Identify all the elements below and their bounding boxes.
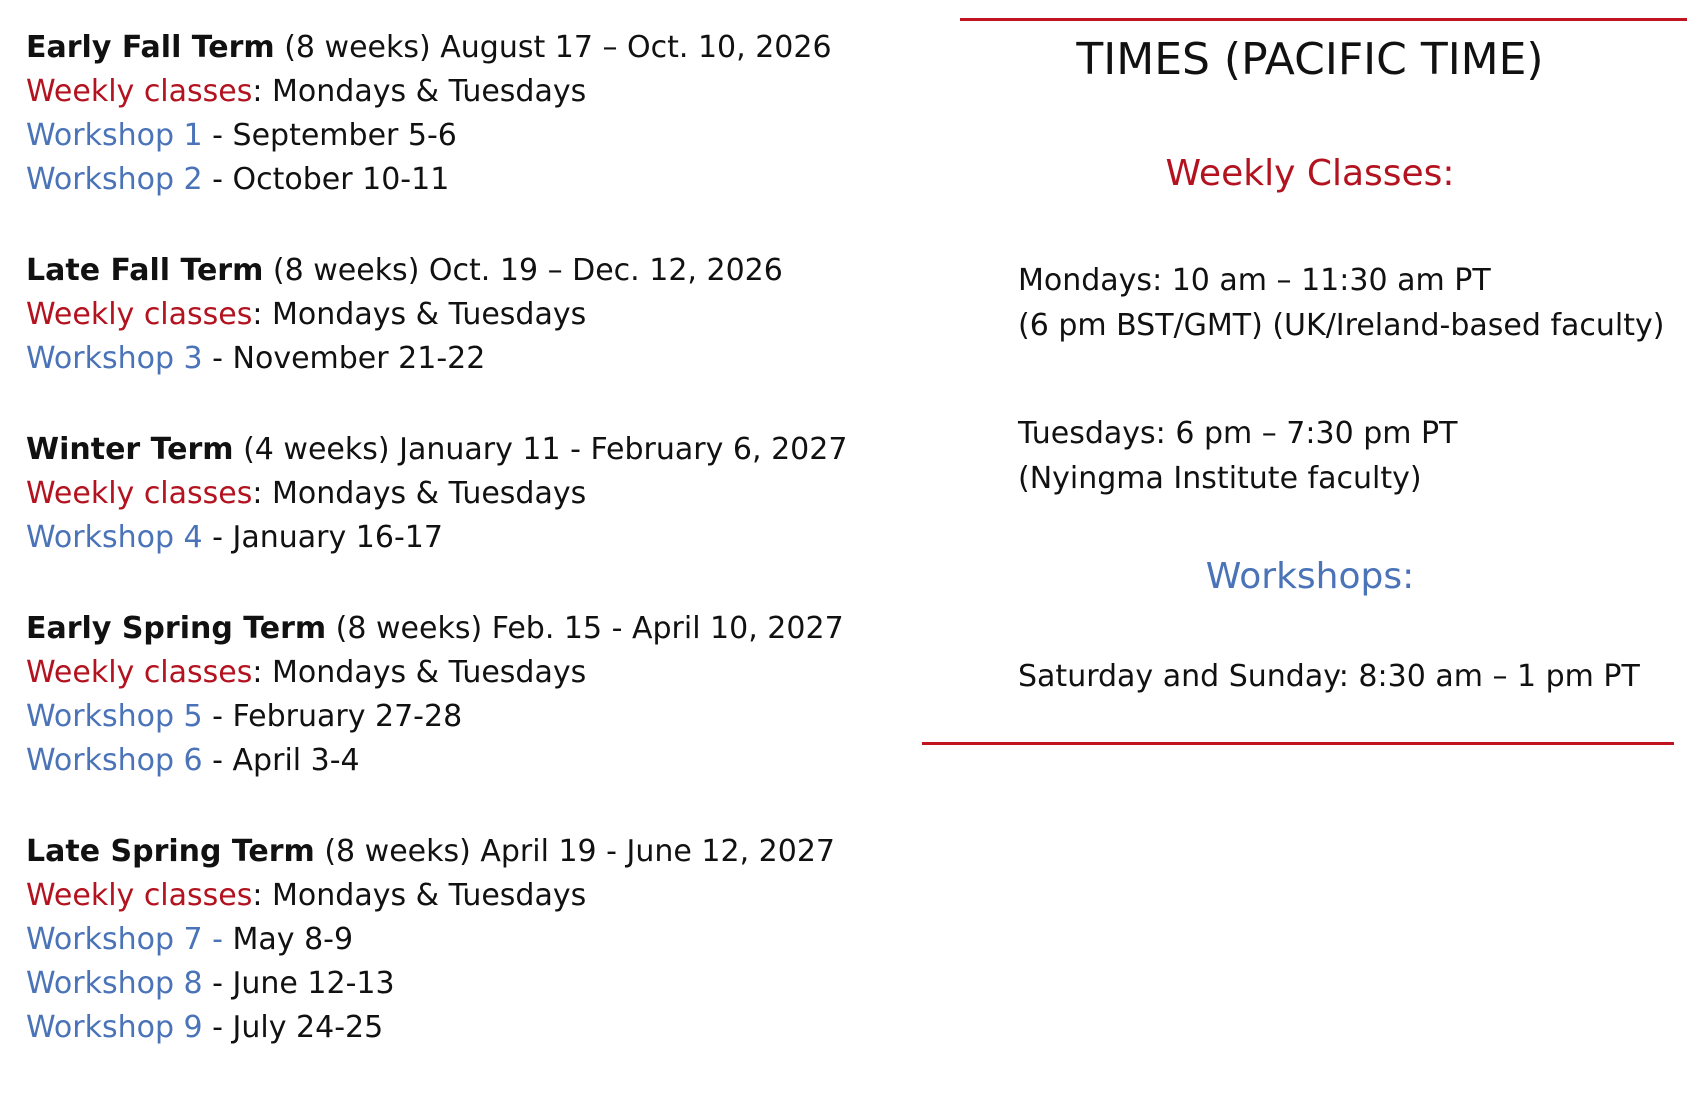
- weekly-classes-value: : Mondays & Tuesdays: [252, 297, 587, 332]
- workshop-line: [26, 337, 886, 381]
- term-header: [26, 26, 886, 70]
- term-header: [26, 428, 886, 472]
- top-divider: [960, 18, 1687, 21]
- workshop-label: Workshop 4: [26, 520, 203, 555]
- term-name: Late Spring Term: [26, 834, 315, 869]
- term-header: [26, 607, 886, 651]
- weekly-classes-label: Weekly classes: [26, 297, 253, 332]
- weekly-classes-label: Weekly classes: [26, 655, 253, 690]
- workshop-dates: - February 27-28: [202, 699, 463, 734]
- workshop-dates: - July 24-25: [202, 1010, 384, 1045]
- workshop-dates: - October 10-11: [202, 162, 450, 197]
- weekly-classes-heading: Weekly Classes:: [1165, 153, 1455, 194]
- tuesday-note-line: (Nyingma Institute faculty): [1018, 461, 1422, 496]
- weekly-classes-line: [26, 651, 886, 695]
- times-title: TIMES (PACIFIC TIME): [1076, 34, 1544, 85]
- term-header: [26, 830, 886, 874]
- term-details: (8 weeks) August 17 – Oct. 10, 2026: [274, 30, 832, 65]
- term-header: [26, 249, 886, 293]
- term-name: Late Fall Term: [26, 253, 264, 288]
- workshop-line: [26, 1006, 886, 1050]
- weekly-classes-line: [26, 293, 886, 337]
- workshop-label: Workshop 2: [26, 162, 203, 197]
- workshop-label: Workshop 3: [26, 341, 203, 376]
- workshop-line: [26, 114, 886, 158]
- workshop-line: [26, 158, 886, 202]
- workshop-line: [26, 695, 886, 739]
- tuesday-times: [1018, 411, 1678, 501]
- term-details: (4 weeks) January 11 - February 6, 2027: [233, 432, 848, 467]
- weekly-classes-label: Weekly classes: [26, 476, 253, 511]
- weekly-classes-value: : Mondays & Tuesdays: [252, 74, 587, 109]
- weekly-classes-line: [26, 874, 886, 918]
- term-early-fall: [26, 26, 886, 202]
- term-winter: [26, 428, 886, 560]
- workshop-time-line: Saturday and Sunday: 8:30 am – 1 pm PT: [1018, 659, 1640, 694]
- weekly-classes-label: Weekly classes: [26, 878, 253, 913]
- weekly-classes-line: [26, 472, 886, 516]
- monday-time-line: Mondays: 10 am – 11:30 am PT: [1018, 263, 1491, 298]
- workshop-label: Workshop 7 -: [26, 922, 223, 957]
- workshops-heading: Workshops:: [1205, 556, 1415, 597]
- workshop-label: Workshop 5: [26, 699, 203, 734]
- workshop-times: [1018, 654, 1678, 699]
- term-name: Early Fall Term: [26, 30, 275, 65]
- weekly-classes-line: [26, 70, 886, 114]
- workshop-label: Workshop 6: [26, 743, 203, 778]
- weekly-classes-value: : Mondays & Tuesdays: [252, 655, 587, 690]
- workshop-label: Workshop 1: [26, 118, 203, 153]
- bottom-divider: [922, 742, 1674, 745]
- term-late-spring: [26, 830, 886, 1050]
- workshop-line: [26, 918, 886, 962]
- monday-note-line: (6 pm BST/GMT) (UK/Ireland-based faculty): [1018, 308, 1665, 343]
- workshop-line: [26, 516, 886, 560]
- workshop-dates: - September 5-6: [202, 118, 457, 153]
- term-name: Early Spring Term: [26, 611, 327, 646]
- weekly-classes-label: Weekly classes: [26, 74, 253, 109]
- weekly-classes-value: : Mondays & Tuesdays: [252, 878, 587, 913]
- tuesday-time-line: Tuesdays: 6 pm – 7:30 pm PT: [1018, 416, 1458, 451]
- monday-times: [1018, 258, 1678, 348]
- term-details: (8 weeks) Oct. 19 – Dec. 12, 2026: [263, 253, 783, 288]
- workshop-line: [26, 739, 886, 783]
- term-late-fall: [26, 249, 886, 381]
- term-details: (8 weeks) Feb. 15 - April 10, 2027: [326, 611, 844, 646]
- workshop-line: [26, 962, 886, 1006]
- workshop-dates: May 8-9: [223, 922, 354, 957]
- workshop-dates: - April 3-4: [202, 743, 360, 778]
- workshop-dates: - November 21-22: [202, 341, 486, 376]
- workshop-label: Workshop 8: [26, 966, 203, 1001]
- term-schedule: [26, 26, 886, 1097]
- term-name: Winter Term: [26, 432, 234, 467]
- workshop-dates: - January 16-17: [202, 520, 443, 555]
- workshop-dates: - June 12-13: [202, 966, 395, 1001]
- term-early-spring: [26, 607, 886, 783]
- term-details: (8 weeks) April 19 - June 12, 2027: [314, 834, 836, 869]
- times-panel: [930, 0, 1690, 760]
- weekly-classes-value: : Mondays & Tuesdays: [252, 476, 587, 511]
- workshop-label: Workshop 9: [26, 1010, 203, 1045]
